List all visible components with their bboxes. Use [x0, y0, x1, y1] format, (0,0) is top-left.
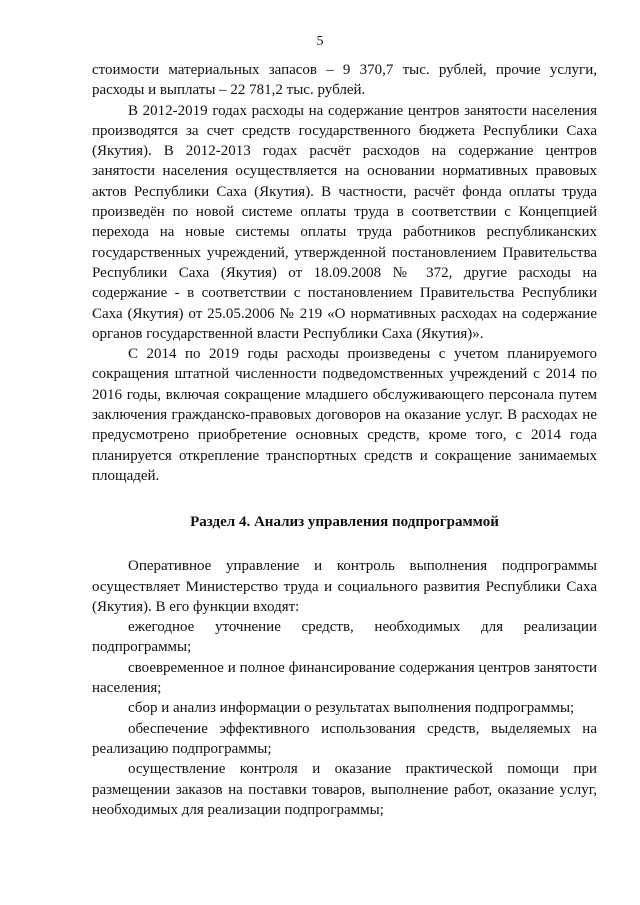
- paragraph-management-intro: Оперативное управление и контроль выполнения подпрограммы осуществляет Министерство труда и социального развития Республики Саха (Якутия). В его функции входят:: [92, 558, 597, 615]
- list-item-function: ежегодное уточнение средств, необходимых для реализации подпрограммы;: [92, 619, 597, 656]
- paragraph-continuation: стоимости материальных запасов – 9 370,7 тыс. рублей, прочие услуги, расходы и выплаты – 22 781,2 тыс. рублей.: [92, 62, 597, 99]
- paragraph-expenses-2014-2019: С 2014 по 2019 годы расходы произведены с учетом планируемого сокращения штатной численности подведомственных учреждений с 2014 по 2016 годы, включая сокращение младшего обслуживающего персонала путем заключения гражданско-правовых договоров на оказание услуг. В расходах не предусмотрено приобретение основных средств, кроме того, с 2014 года планируется открепление транспортных средств и сокращение занимаемых площадей.: [92, 346, 597, 484]
- list-item-function: сбор и анализ информации о результатах выполнения подпрограммы;: [128, 700, 575, 717]
- paragraph-expenses-2012-2019: В 2012-2019 годах расходы на содержание центров занятости населения производятся за счет средств государственного бюджета Республики Саха (Якутия). В 2012-2013 годах расчёт расходов на содержание центров занятости населения осуществляется на основании нормативных правовых актов Республики Саха (Якутия). В частности, расчёт фонда оплаты труда произведён по новой системе оплаты труда в соответствии с Концепцией перехода на новые системы оплаты труда работников республиканских государственных учреждений, утвержденной постановлением Правительства Республики Саха (Якутия) от 18.09.2008 № 372, другие расходы на содержание - в соответствии с постановлением Правительства Республики Саха (Якутия) от 25.05.2006 № 219 «О нормативных расходах на содержание органов государственной власти Республики Саха (Якутия)».: [92, 102, 597, 342]
- list-item-function: своевременное и полное финансирование содержания центров занятости населения;: [92, 659, 597, 697]
- page-content: [92, 60, 597, 820]
- list-item-function: обеспечение эффективного использования средств, выделяемых на реализацию подпрограммы;: [92, 720, 597, 757]
- list-item-function: осуществление контроля и оказание практической помощи при размещении заказов на поставки товаров, выполнение работ, оказание услуг, необходимых для реализации подпрограммы;: [92, 761, 597, 818]
- page-number: 5: [316, 34, 324, 49]
- section-heading: Раздел 4. Анализ управления подпрограммой: [190, 514, 499, 531]
